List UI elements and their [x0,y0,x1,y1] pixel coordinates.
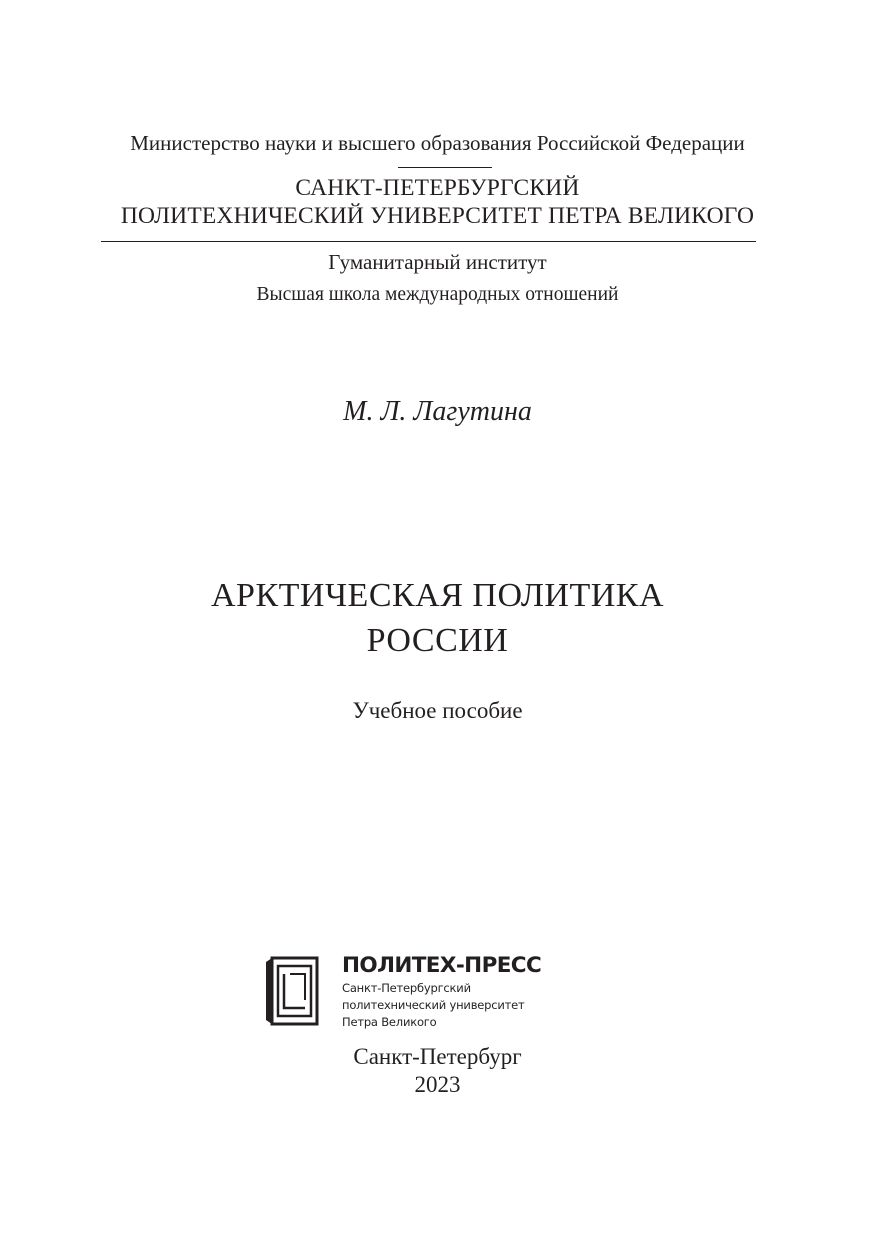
publisher-line-3: Петра Великого [342,1015,437,1029]
university-name-line-1: САНКТ-ПЕТЕРБУРГСКИЙ [295,175,580,201]
book-subtitle: Учебное пособие [352,698,523,723]
politeh-press-logo-icon [264,954,322,1028]
short-divider [398,167,492,168]
author-name: М. Л. Лагутина [343,396,532,427]
publication-year: 2023 [414,1072,461,1097]
book-title-line-2: РОССИИ [366,622,509,659]
institute-name: Гуманитарный институт [328,250,547,274]
publisher-line-1: Санкт-Петербургский [342,981,471,995]
publisher-line-2: политехнический университет [342,998,525,1012]
book-title-line-1: АРКТИЧЕСКАЯ ПОЛИТИКА [211,577,664,614]
publication-city: Санкт-Петербург [353,1044,522,1069]
school-name: Высшая школа международных отношений [256,284,619,305]
university-name-line-2: ПОЛИТЕХНИЧЕСКИЙ УНИВЕРСИТЕТ ПЕТРА ВЕЛИКОГО [120,203,755,229]
publisher-name: ПОЛИТЕХ-ПРЕСС [342,953,542,978]
ministry-line: Министерство науки и высшего образования Российской Федерации [130,131,745,155]
long-divider [101,241,756,242]
